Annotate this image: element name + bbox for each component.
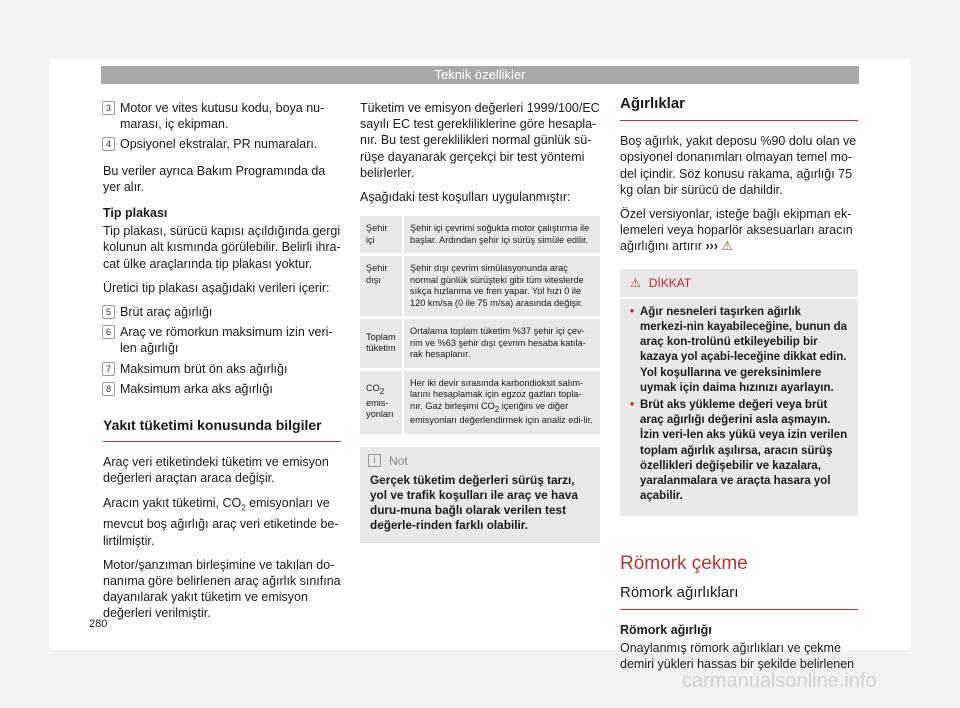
paragraph: Bu veriler ayrıca Bakım Programında da yer alır. bbox=[103, 163, 326, 194]
list-item-text: Maksimum brüt ön aks ağırlığı bbox=[120, 361, 288, 376]
bullet-icon: • bbox=[630, 399, 635, 412]
section-header: Teknik özellikler bbox=[101, 66, 859, 84]
table-row bbox=[360, 256, 600, 316]
subheading-type-plate: Tip plakası bbox=[103, 206, 168, 221]
list-item-text: Maksimum arka aks ağırlığı bbox=[120, 381, 273, 396]
warning-item: • Ağır nesneleri taşırken ağırlık merkezi-nin kayabileceğine, bunun da araç kon-trolünü etkileyebilip bir kazaya yol açabi-leceğine dikkat edin. Yol koşullarına ve gereksinimlere uymak için daima hızınızı ayarlayın. bbox=[630, 305, 848, 394]
paragraph: Boş ağırlık, yakıt deposu %90 dolu olan ve opsiyonel donanımları olmayan temel mo-del içindir. Söz konusu rakama, ağırlığı 75 kg olan bir sürücü de dahildir. bbox=[620, 134, 857, 197]
table-cell-key: Şehir içi bbox=[360, 216, 404, 253]
callout-number: 4 bbox=[102, 137, 115, 151]
paragraph: Tüketim ve emisyon değerleri 1999/100/EC sayılı EC test gerekliliklerine göre hesapla-nır. Bu test gereklilikleri normal günlük sü-rüşe dayanarak gerçekçi bir test yöntemi belirlerler. bbox=[360, 101, 600, 180]
paragraph: Özel versiyonlar, isteğe bağlı ekipman ek-lemeleri veya hoparlör aksesuarları aracın ağırlığını artırır ››› ⚠ bbox=[620, 207, 853, 254]
note-text: Gerçek tüketim değerleri sürüş tarzı, yol ve trafik koşulları ile araç ve hava duru-muna bağlı olarak verilen test değerle-rinden farklı olabilir. bbox=[370, 472, 578, 532]
paragraph: Motor/şanzıman birleşimine ve takılan do-nanıma göre belirlenen araç ağırlık sınıfına dayanılarak yakıt tüketim ve emisyon değerleri verilmiştir. bbox=[103, 557, 341, 621]
paragraph: Araç veri etiketindeki tüketim ve emisyon değerleri araçtan araca değişir. bbox=[103, 455, 329, 486]
paragraph: Üretici tip plakası aşağıdaki verileri içerir: bbox=[103, 280, 330, 295]
note-box bbox=[360, 447, 600, 543]
heading-weights: Ağırlıklar bbox=[620, 96, 858, 121]
warning-item: • Brüt aks yükleme değeri veya brüt araç ağırlığı değerini asla aşmayın. İzin veri-len aks yükü veya izin verilen toplam ağırlık aşılırsa, aracın sürüş özellikleri değişebilir ve kazalara, yaralanmalara ve araçta hasara yol açabilir. bbox=[630, 399, 848, 503]
warning-triangle-icon: ⚠ bbox=[721, 239, 733, 254]
warning-triangle-icon: ⚠ bbox=[630, 275, 641, 290]
list-item bbox=[103, 304, 341, 320]
warning-box bbox=[620, 269, 858, 517]
note-label: Not bbox=[389, 453, 408, 468]
subheading-trailer-weight: Römork ağırlığı bbox=[620, 622, 712, 637]
heading-fuel-info: Yakıt tüketimi konusunda bilgiler bbox=[103, 417, 341, 442]
list-item-text: Opsiyonel ekstralar, PR numaraları. bbox=[120, 137, 318, 152]
paragraph: Tip plakası, sürücü kapısı açıldığında gergi kolunun alt kısmında görülebilir. Belirli ihra-cat ülke araçlarında tip plakası yoktur. bbox=[103, 224, 341, 271]
list-item bbox=[103, 324, 341, 356]
callout-number: 6 bbox=[102, 325, 115, 339]
warning-label: DİKKAT bbox=[648, 275, 692, 290]
info-icon: i bbox=[368, 454, 381, 467]
callout-number: 8 bbox=[102, 382, 115, 396]
callout-number: 7 bbox=[102, 362, 115, 376]
paragraph: Aşağıdaki test koşulları uygulanmıştır: bbox=[360, 190, 571, 205]
table-cell-key: Şehir dışı bbox=[360, 256, 404, 316]
cross-reference-arrows: ››› bbox=[705, 239, 718, 254]
list-item bbox=[103, 381, 341, 397]
table-cell-key: Toplam tüketim bbox=[360, 319, 404, 368]
paragraph: Aracın yakıt tüketimi, $CO_2$ emisyonları ve mevcut boş ağırlığı araç veri etiketinde be-lirtilmiştir. bbox=[103, 495, 339, 548]
column-left bbox=[103, 100, 341, 630]
column-right bbox=[620, 96, 858, 680]
table-row bbox=[360, 216, 600, 253]
list-item-text: Brüt araç ağırlığı bbox=[120, 305, 213, 320]
bullet-icon: • bbox=[630, 305, 635, 318]
table-row bbox=[360, 319, 600, 368]
paragraph: Onaylanmış römork ağırlıkları ve çekme demiri yükleri hassas bir şekilde belirlenen bbox=[620, 641, 855, 672]
table-cell-value: Her iki devir sırasında karbondioksit salım-larını hesaplamak için egzoz gazları topla-nır. Gaz birleşimi $CO_2$ içeriğini ve diğer emisyonları değerlendirmek için analiz edi-lir. bbox=[404, 371, 600, 434]
list-item bbox=[103, 100, 341, 132]
list-item-text: Araç ve römorkun maksimum izin veri-len ağırlığı bbox=[120, 325, 333, 356]
column-middle bbox=[360, 100, 600, 543]
table-cell-value: Şehir dışı çevrim simülasyonunda araç normal günlük sürüşteki gibi tüm viteslerde sıkça hızlanma ve fren yapar. Yol hızı 0 ile 120 km/sa (0 ile 75 m/sa) arasında değişir. bbox=[404, 256, 600, 316]
table-cell-value: Şehir içi çevrimi soğukta motor çalıştırma ile başlar. Ardından şehir içi sürüş simüle edilir. bbox=[404, 216, 600, 253]
watermark: carmanualsonline.info bbox=[682, 670, 877, 692]
list-item bbox=[103, 361, 341, 377]
test-conditions-table bbox=[360, 213, 600, 436]
heading-trailer-weights: Römork ağırlıkları bbox=[620, 585, 858, 610]
list-item-text: Motor ve vites kutusu kodu, boya nu-marası, iç ekipman. bbox=[120, 101, 325, 132]
callout-number: 3 bbox=[102, 101, 115, 115]
table-cell-value: Ortalama toplam tüketim %37 şehir içi çev-rim ve %63 şehir dışı çevrim hesaba katıla-rak hesaplanır. bbox=[404, 319, 600, 368]
table-cell-key: $CO_2$ emis-yonları bbox=[360, 371, 404, 434]
list-item bbox=[103, 136, 341, 152]
section-title-towing: Römork çekme bbox=[620, 553, 748, 575]
page-number: 280 bbox=[89, 618, 108, 630]
callout-number: 5 bbox=[102, 305, 115, 319]
table-row bbox=[360, 371, 600, 434]
